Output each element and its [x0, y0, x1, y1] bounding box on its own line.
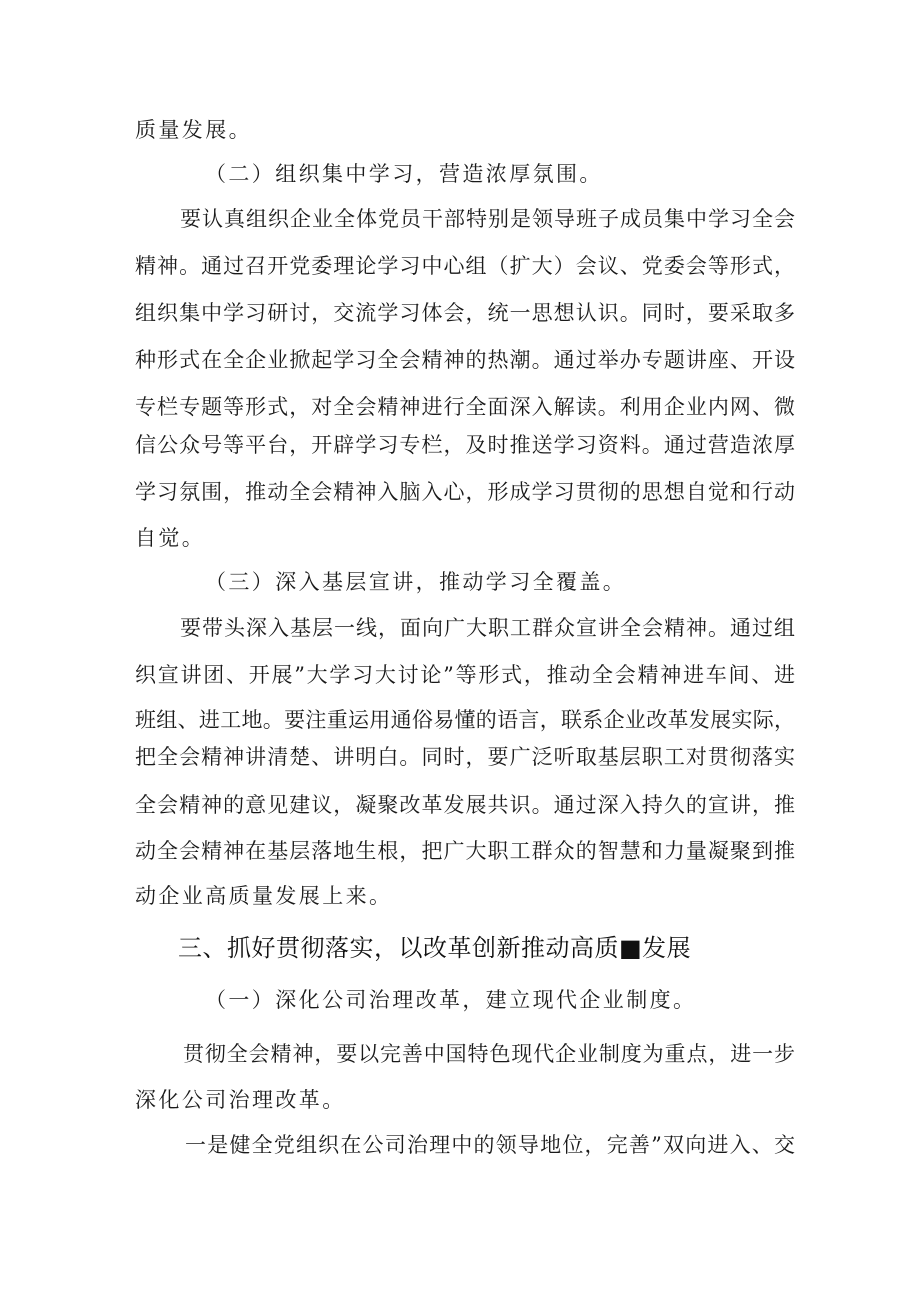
text-line: 把全会精神讲清楚、讲明白。同时，要广泛听取基层职工对贯彻落实	[135, 745, 795, 769]
section-heading: 三、抓好贯彻落实，以改革创新推动高质■发展	[178, 934, 692, 962]
text-line: 贯彻全会精神，要以完善中国特色现代企业制度为重点，进一步	[183, 1042, 795, 1066]
text-line: 一是健全党组织在公司治理中的领导地位，完善”双向进入、交	[185, 1133, 795, 1157]
text-line: 组织集中学习研讨，交流学习体会，统一思想认识。同时，要采取多	[135, 301, 795, 325]
text-line: 质量发展。	[135, 118, 252, 142]
text-line: 要带头深入基层一线，面向广大职工群众宣讲全会精神。通过组	[180, 616, 795, 640]
text-line: 种形式在全企业掀起学习全会精神的热潮。通过举办专题讲座、开设	[135, 348, 795, 372]
text-line: 班组、进工地。要注重运用通俗易懂的语言，联系企业改革发展实际，	[135, 708, 795, 732]
subsection-heading: （二）组织集中学习，营造浓厚氛围。	[205, 162, 603, 186]
text-line: 织宣讲团、开展”大学习大讨论”等形式，推动全会精神进车间、进	[135, 663, 795, 687]
subsection-heading: （三）深入基层宣讲，推动学习全覆盖。	[205, 570, 627, 594]
text-line: 精神。通过召开党委理论学习中心组（扩大）会议、党委会等形式，	[135, 254, 795, 278]
text-line: 全会精神的意见建议，凝聚改革发展共识。通过深入持久的宣讲，推	[135, 793, 795, 817]
text-line: 学习氛围，推动全会精神入脑入心，形成学习贯彻的思想自觉和行动	[135, 480, 795, 504]
text-line: 专栏专题等形式，对全会精神进行全面深入解读。利用企业内网、微	[135, 395, 795, 419]
text-line: 信公众号等平台，开辟学习专栏，及时推送学习资料。通过营造浓厚	[135, 433, 795, 457]
text-line: 深化公司治理改革。	[135, 1088, 346, 1112]
subsection-heading: （一）深化公司治理改革，建立现代企业制度。	[205, 988, 697, 1012]
text-line: 自觉。	[135, 526, 206, 550]
text-line: 动全会精神在基层落地生根，把广大职工群众的智慧和力量凝聚到推	[135, 839, 795, 863]
text-line: 动企业高质量发展上来。	[135, 884, 393, 908]
text-line: 要认真组织企业全体党员干部特别是领导班子成员集中学习全会	[180, 207, 795, 231]
